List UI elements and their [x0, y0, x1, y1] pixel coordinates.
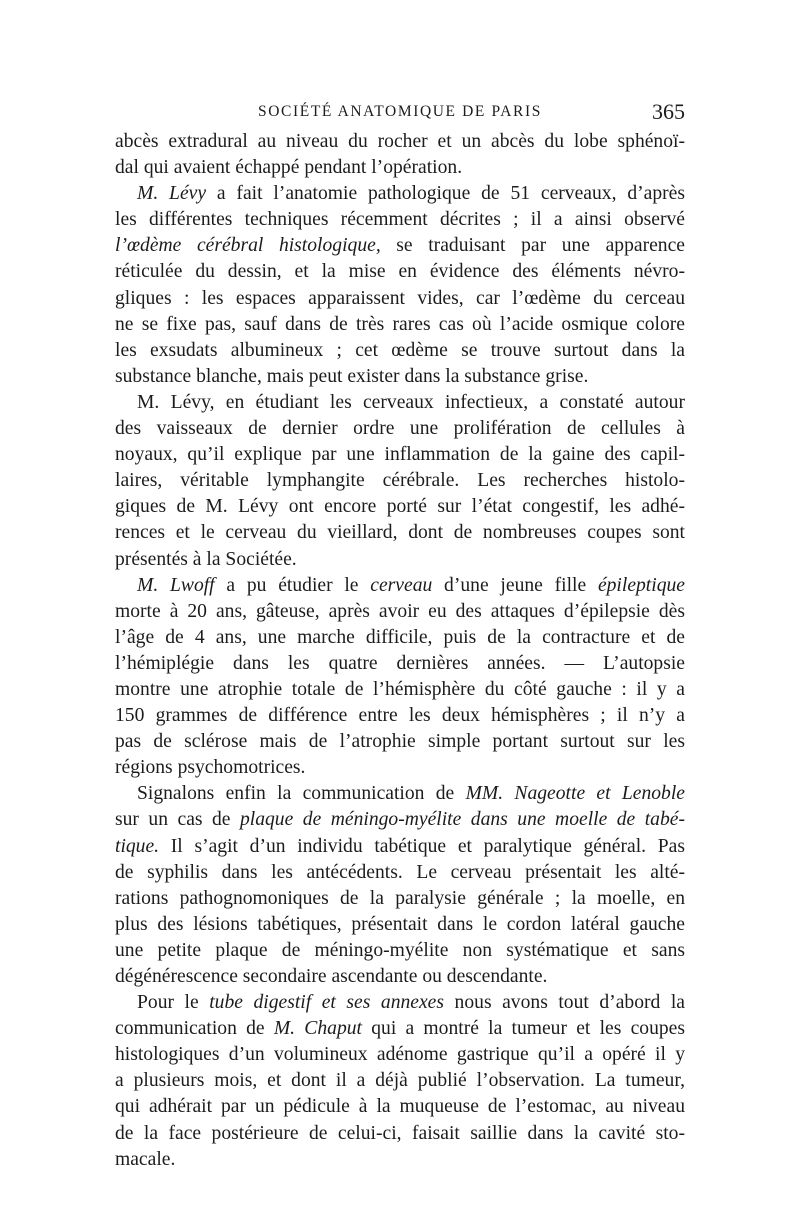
text-line: communication de M. Chaput qui a montré la tumeur et les coupes: [115, 1018, 685, 1040]
text-line: dégénérescence secondaire ascendante ou descendante.: [115, 966, 548, 987]
text-line: de syphilis dans les antécédents. Le cerveau présentait les alté-: [115, 861, 685, 883]
paragraph-start-line: M. Lévy, en étudiant les cerveaux infectieux, a constaté autour: [137, 391, 685, 413]
text-line: laires, véritable lymphangite cérébrale. Les recherches histolo-: [115, 470, 685, 492]
paragraph-start-line: Signalons enfin la communication de MM. Nageotte et Lenoble: [137, 783, 685, 805]
text-line: de la face postérieure de celui-ci, faisait saillie dans la cavité sto-: [115, 1122, 685, 1144]
text-line: morte à 20 ans, gâteuse, après avoir eu des attaques d’épilepsie dès: [115, 600, 685, 622]
text-line: tique. Il s’agit d’un individu tabétique et paralytique général. Pas: [115, 835, 685, 857]
author-name: MM. Nageotte et Lenoble: [465, 783, 685, 805]
italic-term: cerveau: [370, 574, 433, 596]
paragraph-start-line: M. Lévy a fait l’anatomie pathologique de 51 cerveaux, d’après: [137, 183, 685, 205]
text-line: régions psychomotrices.: [115, 757, 306, 779]
author-name: M. Lwoff: [137, 574, 215, 596]
text-line: les différentes techniques récemment décrites ; il a ainsi observé: [115, 209, 685, 231]
text-line: présentés à la Sociétée.: [115, 548, 297, 570]
text-line: histologiques d’un volumineux adénome gastrique qu’il a opéré il y: [115, 1044, 685, 1066]
running-title: SOCIÉTÉ ANATOMIQUE DE PARIS: [258, 103, 542, 120]
text-line: ne se fixe pas, sauf dans de très rares cas où l’acide osmique colore: [115, 313, 685, 335]
page-number: 365: [652, 99, 685, 124]
text-line: une petite plaque de méningo-myélite non systématique et sans: [115, 939, 685, 961]
text-line: substance blanche, mais peut exister dans la substance grise.: [115, 365, 589, 387]
paragraph-start-line: M. Lwoff a pu étudier le cerveau d’une jeune fille épileptique: [137, 574, 685, 596]
text-line: l’hémiplégie dans les quatre dernières années. — L’autopsie: [115, 652, 685, 674]
text-line: macale.: [115, 1148, 176, 1170]
body-text: [115, 129, 685, 1173]
text-line: 150 grammes de différence entre les deux hémisphères ; il n’y a: [115, 705, 685, 727]
paragraph-start-line: Pour le tube digestif et ses annexes nous avons tout d’abord la: [137, 992, 685, 1014]
page-header: [115, 98, 685, 126]
text-line: noyaux, qu’il explique par une inflammation de la gaine des capil-: [115, 444, 685, 466]
text-line: giques de M. Lévy ont encore porté sur l’état congestif, les adhé-: [115, 496, 685, 518]
text-line: réticulée du dessin, et la mise en évidence des éléments névro-: [115, 261, 685, 283]
text-line: gliques : les espaces apparaissent vides, car l’œdème du cerceau: [115, 287, 685, 309]
text-line: qui adhérait par un pédicule à la muqueuse de l’estomac, au niveau: [115, 1096, 685, 1118]
italic-term: tique.: [115, 835, 160, 857]
text-line: a plusieurs mois, et dont il a déjà publié l’observation. La tumeur,: [115, 1070, 685, 1092]
italic-term: tube digestif et ses annexes: [209, 992, 445, 1014]
text-line: rations pathognomoniques de la paralysie générale ; la moelle, en: [115, 887, 685, 909]
text-line: l’œdème cérébral histologique, se traduisant par une apparence: [115, 235, 685, 257]
text-line: l’âge de 4 ans, une marche difficile, puis de la contracture et de: [115, 626, 685, 648]
italic-term: plaque de méningo-myélite dans une moelle de tabé-: [239, 809, 685, 831]
text-line: rences et le cerveau du vieillard, dont de nombreuses coupes sont: [115, 522, 685, 544]
italic-term: l’œdème cérébral histologique,: [115, 235, 381, 257]
text-line: sur un cas de plaque de méningo-myélite dans une moelle de tabé-: [115, 809, 685, 831]
text-line: dal qui avaient échappé pendant l’opération.: [115, 157, 463, 179]
text-line: des vaisseaux de dernier ordre une prolifération de cellules à: [115, 418, 685, 440]
text-line: les exsudats albumineux ; cet œdème se trouve surtout dans la: [115, 339, 685, 361]
text-line: abcès extradural au niveau du rocher et un abcès du lobe sphénoï-: [115, 131, 685, 152]
text-line: montre une atrophie totale de l’hémisphère du côté gauche : il y a: [115, 678, 685, 700]
text-line: plus des lésions tabétiques, présentait dans le cordon latéral gauche: [115, 913, 685, 935]
author-name: M. Chaput: [273, 1018, 362, 1040]
author-name: M. Lévy: [137, 183, 207, 205]
text-line: pas de sclérose mais de l’atrophie simple portant surtout sur les: [115, 731, 685, 753]
italic-term: épileptique: [597, 574, 685, 596]
